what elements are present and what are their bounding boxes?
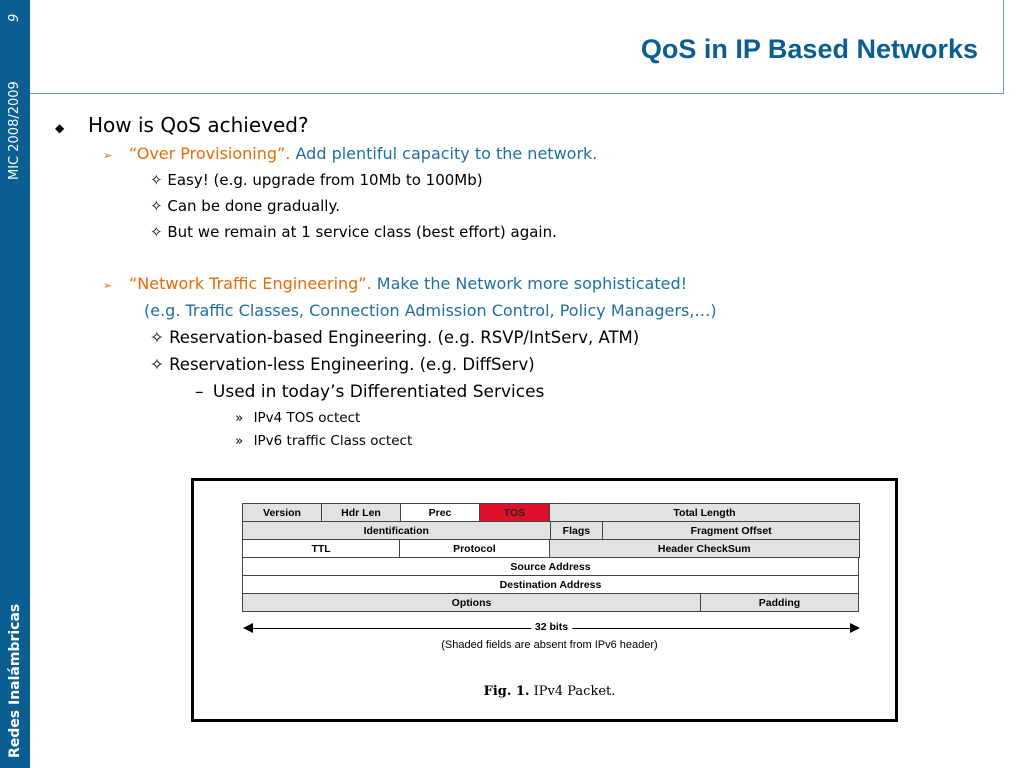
header-row (243, 504, 860, 522)
star-bullet-icon: ✧ (150, 171, 163, 189)
arrow-bullet-icon: ➢ (103, 279, 113, 292)
header-field-prec: Prec (400, 503, 480, 522)
header-row (243, 594, 860, 612)
ipv4-packet-figure (191, 478, 898, 722)
star-bullet-icon: ✧ (150, 223, 163, 241)
bits-label: 32 bits (531, 621, 572, 633)
question-heading: How is QoS achieved? (88, 113, 309, 137)
slide-number: 9 (7, 13, 22, 22)
header-field-source-address: Source Address (242, 557, 859, 576)
leaf-item-text: IPv4 TOS octect (253, 410, 361, 426)
sub-item-text: Reservation-less Engineering. (e.g. DiffServ) (169, 355, 535, 374)
traffic-engineering-text: Make the Network more sophisticated! (371, 274, 688, 293)
arrow-bullet-icon: ➢ (103, 149, 113, 162)
star-bullet-icon: ✧ (150, 355, 164, 374)
header-field-options: Options (242, 593, 701, 612)
traffic-engineering-lead: “Network Traffic Engineering”. (129, 274, 372, 293)
header-field-protocol: Protocol (399, 539, 549, 558)
leaf-item-text: IPv6 traffic Class octect (253, 433, 413, 449)
sub-item (150, 171, 483, 189)
bits-width-indicator (243, 621, 860, 635)
traffic-engineering-item (129, 274, 687, 293)
figure-caption-number: Fig. 1. (483, 684, 530, 699)
header-field-checksum: Header CheckSum (549, 539, 860, 558)
shaded-fields-note: (Shaded fields are absent from IPv6 header) (441, 639, 658, 651)
over-provisioning-text: Add plentiful capacity to the network. (290, 144, 598, 163)
header-field-total-length: Total Length (549, 503, 860, 522)
sub-item-text: But we remain at 1 service class (best effort) again. (167, 223, 557, 241)
slide-title: QoS in IP Based Networks (640, 34, 978, 64)
sub-item (150, 197, 340, 215)
sub-sub-item (195, 382, 544, 402)
header-row (243, 522, 860, 540)
title-divider (30, 93, 1004, 94)
header-field-padding: Padding (700, 593, 859, 612)
header-row (243, 540, 860, 558)
sub-item (150, 355, 535, 374)
star-bullet-icon: ✧ (150, 197, 163, 215)
raquo-bullet-icon: » (235, 433, 244, 449)
dash-bullet-icon: – (195, 382, 204, 402)
diamond-bullet-icon: ◆ (55, 121, 65, 135)
sub-item-text: Can be done gradually. (167, 197, 340, 215)
sub-item-text: Reservation-based Engineering. (e.g. RSVP/IntServ, ATM) (169, 328, 640, 347)
header-field-fragment-offset: Fragment Offset (602, 521, 860, 540)
date-label: MIC 2008/2009 (7, 81, 22, 180)
ipv4-header-table (243, 504, 860, 612)
sub-item (150, 223, 557, 241)
course-title: Redes Inalámbricas (7, 603, 23, 758)
sub-sub-item-text: Used in today’s Differentiated Services (212, 382, 545, 402)
arrow-right-icon (850, 623, 860, 633)
traffic-engineering-examples: (e.g. Traffic Classes, Connection Admission Control, Policy Managers,…) (144, 301, 717, 320)
star-bullet-icon: ✧ (150, 328, 164, 347)
header-field-destination-address: Destination Address (242, 575, 859, 594)
leaf-item (235, 410, 360, 426)
figure-caption-text: IPv4 Packet. (529, 684, 616, 699)
header-field-version: Version (242, 503, 322, 522)
over-provisioning-item (129, 144, 597, 163)
header-row (243, 558, 860, 576)
header-row (243, 576, 860, 594)
leaf-item (235, 433, 412, 449)
raquo-bullet-icon: » (235, 410, 244, 426)
sub-item (150, 328, 639, 347)
sidebar (0, 0, 30, 768)
header-field-ttl: TTL (242, 539, 400, 558)
over-provisioning-lead: “Over Provisioning”. (129, 144, 291, 163)
sub-item-text: Easy! (e.g. upgrade from 10Mb to 100Mb) (167, 171, 483, 189)
header-field-identification: Identification (242, 521, 551, 540)
header-field-hdr-len: Hdr Len (321, 503, 401, 522)
header-field-tos: TOS (479, 503, 550, 522)
title-frame-edge (1003, 0, 1004, 94)
header-field-flags: Flags (550, 521, 604, 540)
figure-caption (194, 684, 895, 699)
